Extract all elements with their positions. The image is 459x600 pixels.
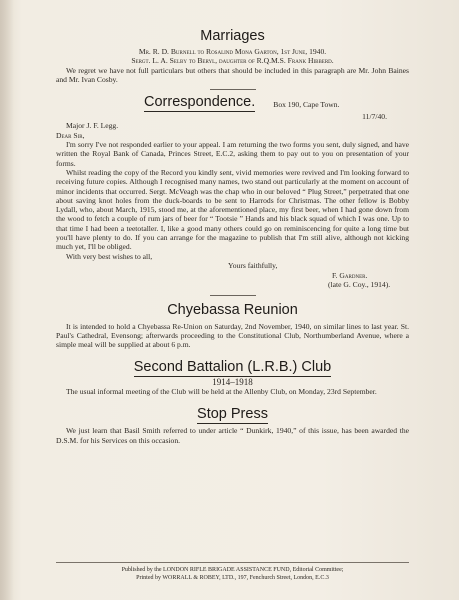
- letter-recipient: Major J. F. Legg.: [66, 121, 119, 131]
- marriage-entry-2: Sergt. L. A. Selby to Beryl, daughter of R.Q.M.S. Frank Hibberd.: [131, 56, 334, 66]
- letter-signoff: [228, 260, 409, 290]
- correspondence-heading: Correspondence.: [144, 94, 256, 111]
- reunion-heading: Chyebassa Reunion: [167, 301, 298, 318]
- section-divider: [210, 89, 256, 90]
- stop-press-text: We just learn that Basil Smith referred to under article “ Dunkirk, 1940,” of this issue, has been awarded the D.S.M. for his Services on this occasion.: [56, 426, 409, 445]
- letter-address: Box 190, Cape Town.: [273, 100, 340, 110]
- letter-paragraph-1: I'm sorry I've not responded earlier to your appeal. I am returning the two forms you sent, duly signed, and have written the Royal Bank of Canada, Princes Street, E.C.2, asking them to pay out to you on presentation of your forms.: [56, 140, 409, 168]
- marriage-entry-1: Mr. R. D. Burnell to Rosalind Mona Garton, 1st June, 1940.: [138, 47, 327, 56]
- imprint-footer: [56, 562, 409, 582]
- letter-closing: Yours faithfully,: [228, 260, 278, 270]
- reunion-text: It is intended to hold a Chyebassa Re-Union on Saturday, 2nd November, 1940, on similar lines to last year. St. Paul's Cathedral, Evensong; afterwards proceeding to the Constitutional Club, Northumberland Avenue, where a simple meal will be supplied at about 6 p.m.: [56, 321, 409, 350]
- marriages-note: We regret we have not full particulars but others that should be included in this paragraph are Mr. John Baines and Mr. Ivan Cosby.: [56, 65, 409, 84]
- letter-signature-detail: (late G. Coy., 1914).: [328, 280, 391, 290]
- letter-paragraph-2: Whilst reading the copy of the Record you kindly sent, vivid memories were revived and I'm looking forward to receiving future copies. Although I recognised many names, two stand out particularly at the moment on account of minor incidents that occurred. Sergt. McVeagh was the chap who in our beloved “ Plug Street,” perpetrated that one about saving knot holes from the duck-boards to be sent to Harrods for Christmas. The other fellow is Bobby Lydall, who, about March, 1915, stood me, at the aforementioned place, my first beer, when I had gone down from the wood to fetch a couple of rum jars of beer for “ Tootsie ” Hands and his black squad of which I was one. Up to that time I had been a teetotaller. I, like a good many others could go on reminiscencing for quite a long time but you'll have plenty to do. If you can arrange for the magazine to publish that I'm still alive, although not kicking much yet, I'll be obliged.: [56, 167, 409, 252]
- battalion-club-years: 1914–1918: [212, 376, 253, 387]
- battalion-club-text: The usual informal meeting of the Club will be held at the Allenby Club, on Monday, 23rd September.: [66, 386, 377, 396]
- battalion-club-heading: Second Battalion (L.R.B.) Club: [133, 358, 332, 375]
- printer-line: Printed by WORRALL & ROBEY, LTD., 197, Fenchurch Street, London, E.C.3: [136, 574, 329, 581]
- section-divider: [210, 295, 256, 296]
- stop-press-heading: Stop Press: [197, 406, 268, 423]
- letter-paragraph-3: With very best wishes to all,: [66, 251, 153, 261]
- letter-date: 11/7/40.: [362, 112, 387, 122]
- letter-signature: F. Gardner.: [332, 270, 368, 280]
- letter-salutation: Dear Sir,: [56, 130, 85, 140]
- marriages-heading: Marriages: [200, 28, 265, 44]
- publisher-line: Published by the LONDON RIFLE BRIGADE ASSISTANCE FUND, Editorial Committee;: [121, 567, 344, 573]
